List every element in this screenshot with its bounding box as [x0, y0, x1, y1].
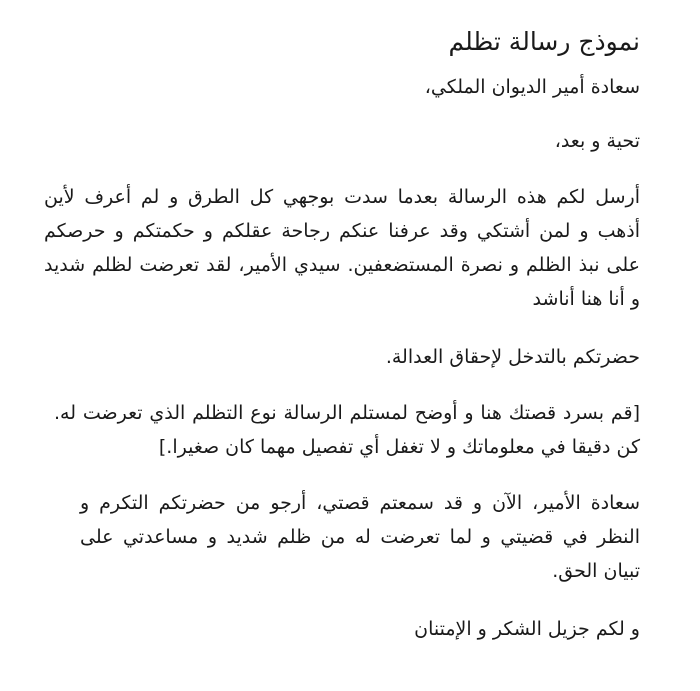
- body-paragraph-request: حضرتكم بالتدخل لإحقاق العدالة.: [385, 346, 640, 368]
- addressee-line: سعادة أمير الديوان الملكي،: [424, 76, 640, 98]
- closing-line: و لكم جزيل الشكر و الإمتنان: [414, 618, 640, 640]
- body-paragraph-appeal: سعادة الأمير، الآن و قد سمعتم قصتي، أرجو من حضرتكم التكرم و النظر في قضيتي و لما تعرضت له من ظلم شديد و مساعدتي على تبيان الحق.: [80, 492, 640, 582]
- document-title: نموذج رسالة تظلم: [448, 27, 640, 56]
- body-paragraph-instructions: [قم بسرد قصتك هنا و أوضح لمستلم الرسالة نوع التظلم الذي تعرضت له. كن دقيقا في معلوماتك و لا تغفل أي تفصيل مهما كان صغيرا.]: [54, 402, 640, 458]
- greeting-line: تحية و بعد،: [554, 130, 640, 152]
- body-paragraph-intro: أرسل لكم هذه الرسالة بعدما سدت بوجهي كل الطرق و لم أعرف لأين أذهب و لمن أشتكي وقد عرفنا عنكم رجاحة عقلكم و حكمتكم و حرصكم على نبذ الظلم و نصرة المستضعفين. سيدي الأمير، لقد تعرضت لظلم شديد و أنا هنا أناشد: [44, 186, 640, 310]
